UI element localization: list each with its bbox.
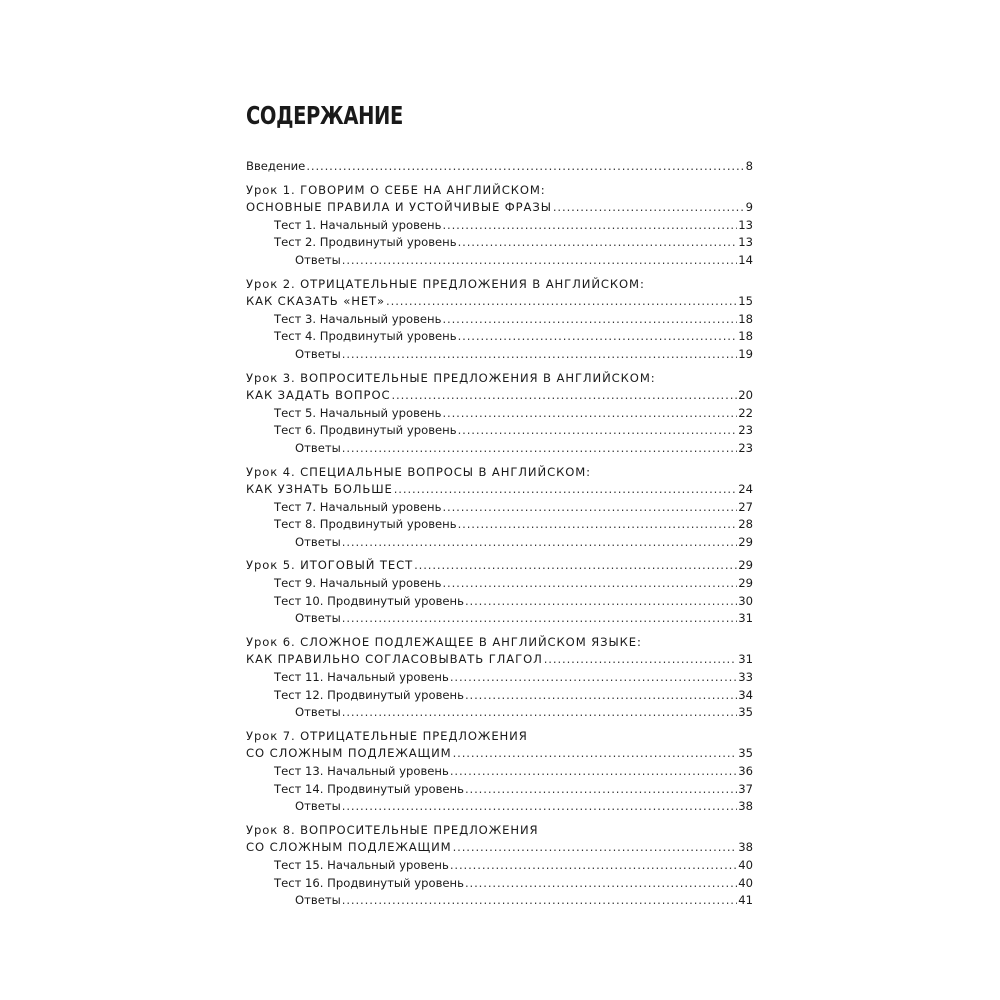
toc-entry-page-number: 40: [738, 875, 753, 890]
dot-leader: [342, 440, 737, 458]
toc-entry: [246, 217, 753, 235]
toc-entry: [246, 464, 753, 482]
toc-entry-page-number: 41: [738, 893, 753, 908]
toc-entry-title: Ответы: [295, 611, 341, 626]
toc-entry-page-number: 15: [738, 294, 753, 309]
toc-section: [246, 276, 753, 364]
toc-entry-page-number: 36: [738, 764, 753, 778]
toc-section: [246, 728, 753, 816]
toc-entry-page-number: 35: [738, 746, 753, 761]
toc-entry: [246, 634, 753, 652]
toc-entry-title: Ответы: [295, 252, 341, 267]
toc-entry-page-number: 29: [738, 558, 753, 573]
toc-entry-page-number: 19: [738, 346, 753, 361]
toc-entry-title: Урок 8. ВОПРОСИТЕЛЬНЫЕ ПРЕДЛОЖЕНИЯ: [246, 822, 539, 837]
dot-leader: [391, 387, 737, 405]
dot-leader: [342, 252, 737, 270]
toc-entry-page-number: 23: [738, 423, 753, 438]
toc-entry: [246, 651, 753, 669]
toc-entry-title: Тест 4. Продвинутый уровень: [274, 329, 457, 344]
toc-entry-title: Тест 6. Продвинутый уровень: [274, 423, 457, 438]
toc-entry-title: Тест 14. Продвинутый уровень: [274, 781, 464, 796]
dot-leader: [342, 798, 737, 816]
toc-entry: [246, 745, 753, 763]
toc-entry-page-number: 13: [738, 235, 753, 250]
toc-entry: [246, 387, 753, 405]
dot-leader: [450, 857, 737, 875]
toc-entry-page-number: 22: [738, 405, 753, 420]
toc-section: [246, 822, 753, 910]
toc-section: [246, 370, 753, 458]
toc-entry-page-number: 28: [738, 517, 753, 532]
toc-entry-title: Ответы: [295, 893, 341, 908]
toc-entry-title: Ответы: [295, 440, 341, 455]
toc-entry: [246, 370, 753, 388]
dot-leader: [442, 405, 737, 423]
toc-entry-page-number: 37: [738, 781, 753, 796]
toc-entry: [246, 534, 753, 552]
toc-entry-title: Ответы: [295, 534, 341, 549]
toc-entry: [246, 499, 753, 517]
toc-entry: [246, 822, 753, 840]
toc-entry-title: Тест 3. Начальный уровень: [274, 311, 442, 326]
toc-entry: [246, 557, 753, 575]
dot-leader: [465, 593, 737, 611]
toc-entry-page-number: 29: [738, 576, 753, 591]
toc-entry-title: Урок 1. ГОВОРИМ О СЕБЕ НА АНГЛИЙСКОМ:: [246, 182, 546, 197]
toc-entry-page-number: 34: [738, 687, 753, 702]
toc-entry: [246, 610, 753, 628]
toc-entry-title: Тест 13. Начальный уровень: [274, 764, 449, 778]
toc-entry-page-number: 31: [738, 652, 753, 667]
toc-entry-title: Урок 7. ОТРИЦАТЕЛЬНЫЕ ПРЕДЛОЖЕНИЯ: [246, 728, 528, 743]
toc-entry-page-number: 13: [738, 217, 753, 232]
toc-entry-title: Урок 3. ВОПРОСИТЕЛЬНЫЕ ПРЕДЛОЖЕНИЯ В АНГЛИЙСКОМ:: [246, 370, 656, 385]
toc-entry-title: Тест 5. Начальный уровень: [274, 405, 442, 420]
toc-entry: [246, 575, 753, 593]
toc-entry-title: Тест 16. Продвинутый уровень: [274, 875, 464, 890]
toc-entry: [246, 839, 753, 857]
dot-leader: [450, 763, 737, 781]
toc-entry-title: СО СЛОЖНЫМ ПОДЛЕЖАЩИМ: [246, 746, 452, 761]
dot-leader: [342, 704, 737, 722]
toc-entry: [246, 293, 753, 311]
dot-leader: [458, 234, 738, 252]
toc-entry-page-number: 8: [745, 159, 753, 173]
toc-entry-title: Тест 10. Продвинутый уровень: [274, 593, 464, 608]
toc-entry-page-number: 29: [738, 534, 753, 549]
toc-entry-title: Урок 5. ИТОГОВЫЙ ТЕСТ: [246, 558, 414, 573]
dot-leader: [450, 669, 737, 687]
dot-leader: [342, 346, 737, 364]
toc-entry-page-number: 38: [738, 799, 753, 814]
toc-entry-page-number: 18: [738, 311, 753, 326]
toc-section: [246, 182, 753, 270]
dot-leader: [442, 311, 737, 329]
toc-entry: [246, 276, 753, 294]
toc-entry-title: КАК СКАЗАТЬ «НЕТ»: [246, 294, 386, 309]
toc-entry-title: КАК ЗАДАТЬ ВОПРОС: [246, 388, 391, 403]
toc-entry-page-number: 33: [738, 670, 753, 685]
toc-entry: [246, 346, 753, 364]
toc-entry: [246, 440, 753, 458]
dot-leader: [544, 651, 738, 669]
toc-entry: [246, 405, 753, 423]
toc-section: [246, 464, 753, 552]
dot-leader: [442, 217, 737, 235]
toc-entry-page-number: 18: [738, 329, 753, 344]
toc-entry-page-number: 14: [738, 252, 753, 267]
toc-entry-page-number: 23: [738, 440, 753, 455]
toc-entry-page-number: 20: [738, 388, 753, 403]
toc-entry-page-number: 31: [738, 611, 753, 626]
toc-entry-page-number: 38: [738, 840, 753, 855]
toc-entry-page-number: 35: [738, 705, 753, 720]
toc-entry: [246, 687, 753, 705]
toc-entry-title: Тест 1. Начальный уровень: [274, 217, 442, 232]
toc-entry: [246, 328, 753, 346]
toc-entry: [246, 875, 753, 893]
dot-leader: [342, 610, 737, 628]
toc-entry-title: Тест 7. Начальный уровень: [274, 499, 442, 514]
toc-entry: [246, 781, 753, 799]
dot-leader: [465, 875, 737, 893]
toc-entry: [246, 234, 753, 252]
toc-entry-title: Ответы: [295, 705, 341, 720]
toc-entry: [246, 158, 753, 176]
toc-entry: [246, 311, 753, 329]
dot-leader: [553, 199, 745, 217]
toc-entry: [246, 669, 753, 687]
toc-entry: [246, 516, 753, 534]
toc-entry-page-number: 24: [738, 482, 753, 497]
toc-section: [246, 158, 753, 176]
dot-leader: [458, 422, 738, 440]
toc-entry-page-number: 27: [738, 499, 753, 514]
toc-entry: [246, 857, 753, 875]
toc-entry: [246, 763, 753, 781]
dot-leader: [442, 575, 737, 593]
dot-leader: [342, 534, 737, 552]
toc-entry-title: СО СЛОЖНЫМ ПОДЛЕЖАЩИМ: [246, 840, 452, 855]
toc-entry-title: Тест 2. Продвинутый уровень: [274, 235, 457, 250]
toc-entry: [246, 182, 753, 200]
dot-leader: [442, 499, 737, 517]
dot-leader: [465, 687, 737, 705]
toc-entry-title: КАК ПРАВИЛЬНО СОГЛАСОВЫВАТЬ ГЛАГОЛ: [246, 652, 543, 667]
toc-entry-title: КАК УЗНАТЬ БОЛЬШЕ: [246, 482, 393, 497]
toc-entry-page-number: 30: [738, 593, 753, 608]
toc-entry-title: Урок 4. СПЕЦИАЛЬНЫЕ ВОПРОСЫ В АНГЛИЙСКОМ:: [246, 464, 591, 479]
toc-entry-title: Ответы: [295, 799, 341, 814]
toc-entry-title: Тест 15. Начальный уровень: [274, 857, 449, 872]
toc-entry: [246, 704, 753, 722]
toc-entry-page-number: 9: [745, 200, 753, 215]
toc-entry: [246, 892, 753, 910]
dot-leader: [453, 839, 738, 857]
toc-entry-title: Урок 2. ОТРИЦАТЕЛЬНЫЕ ПРЕДЛОЖЕНИЯ В АНГЛИЙСКОМ:: [246, 276, 645, 291]
toc-entry-title: Тест 12. Продвинутый уровень: [274, 687, 464, 702]
dot-leader: [306, 158, 744, 176]
table-of-contents: [246, 158, 753, 916]
page-title: СОДЕРЖАНИЕ: [246, 101, 403, 130]
toc-entry-title: Урок 6. СЛОЖНОЕ ПОДЛЕЖАЩЕЕ В АНГЛИЙСКОМ ЯЗЫКЕ:: [246, 634, 642, 649]
toc-entry-page-number: 40: [738, 857, 753, 872]
dot-leader: [458, 516, 738, 534]
dot-leader: [458, 328, 738, 346]
toc-entry-title: Тест 9. Начальный уровень: [274, 576, 442, 591]
dot-leader: [453, 745, 738, 763]
dot-leader: [386, 293, 737, 311]
toc-entry: [246, 728, 753, 746]
toc-entry: [246, 252, 753, 270]
dot-leader: [465, 781, 737, 799]
dot-leader: [394, 481, 738, 499]
dot-leader: [342, 892, 737, 910]
toc-entry-title: ОСНОВНЫЕ ПРАВИЛА И УСТОЙЧИВЫЕ ФРАЗЫ: [246, 200, 552, 215]
toc-entry: [246, 481, 753, 499]
toc-entry-title: Тест 8. Продвинутый уровень: [274, 517, 457, 532]
toc-entry-title: Тест 11. Начальный уровень: [274, 670, 449, 685]
toc-section: [246, 634, 753, 722]
toc-entry: [246, 798, 753, 816]
toc-entry: [246, 422, 753, 440]
toc-entry: [246, 199, 753, 217]
toc-entry-title: Введение: [246, 159, 306, 173]
toc-entry: [246, 593, 753, 611]
dot-leader: [414, 557, 737, 575]
toc-entry-title: Ответы: [295, 346, 341, 361]
toc-section: [246, 557, 753, 627]
